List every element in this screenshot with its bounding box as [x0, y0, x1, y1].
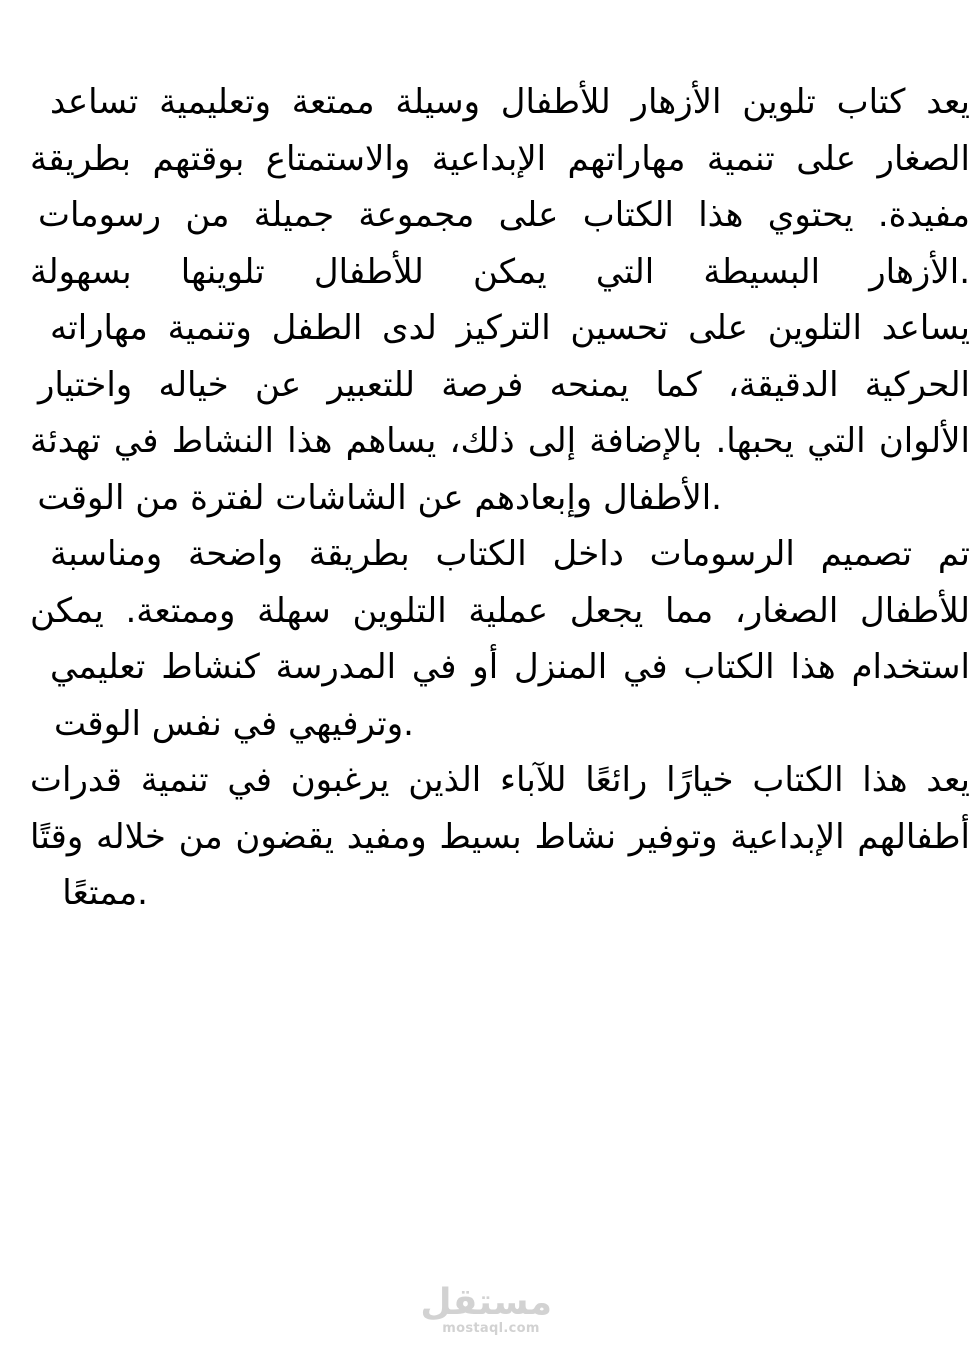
text-line: الصغار على تنمية مهاراتهم الإبداعية والاستمتاع بوقتهم بطريقة — [30, 138, 970, 179]
paragraph-3 — [30, 526, 970, 752]
text-line: أطفالهم الإبداعية وتوفير نشاط بسيط ومفيد يقضون من خلاله وقتًا — [30, 816, 970, 857]
text-line: .الأزهار البسيطة التي يمكن للأطفال تلوينها بسهولة — [30, 251, 970, 292]
document-page — [30, 74, 970, 922]
text-line: .الأطفال وإبعادهم عن الشاشات لفترة من الوقت — [37, 477, 722, 518]
paragraph-1 — [30, 74, 970, 300]
watermark-logo: مستقل — [420, 1282, 552, 1323]
text-line: الألوان التي يحبها. بالإضافة إلى ذلك، يساهم هذا النشاط في تهدئة — [30, 421, 970, 461]
text-line: للأطفال الصغار، مما يجعل عملية التلوين سهلة وممتعة. يمكن — [30, 590, 970, 631]
text-line: يساعد التلوين على تحسين التركيز لدى الطفل وتنمية مهاراته — [50, 308, 970, 348]
text-line: يعد هذا الكتاب خيارًا رائعًا للآباء الذين يرغبون في تنمية قدرات — [30, 760, 970, 800]
text-line: تم تصميم الرسومات داخل الكتاب بطريقة واضحة ومناسبة — [50, 534, 970, 574]
text-line: .وترفيهي في نفس الوقت — [53, 703, 414, 744]
paragraph-4 — [30, 752, 970, 922]
paragraph-2 — [30, 300, 970, 526]
text-line: يعد كتاب تلوين الأزهار للأطفال وسيلة ممتعة وتعليمية تساعد — [50, 82, 970, 122]
text-line: مفيدة. يحتوي هذا الكتاب على مجموعة جميلة من رسومات — [38, 195, 970, 235]
text-line: .ممتعًا — [62, 873, 148, 913]
mostaql-watermark — [420, 1282, 552, 1337]
text-line: استخدام هذا الكتاب في المنزل أو في المدرسة كنشاط تعليمي — [50, 647, 970, 687]
watermark-domain: mostaql.com — [442, 1321, 540, 1336]
text-line: الحركية الدقيقة، كما يمنحه فرصة للتعبير عن خياله واختيار — [38, 364, 970, 405]
